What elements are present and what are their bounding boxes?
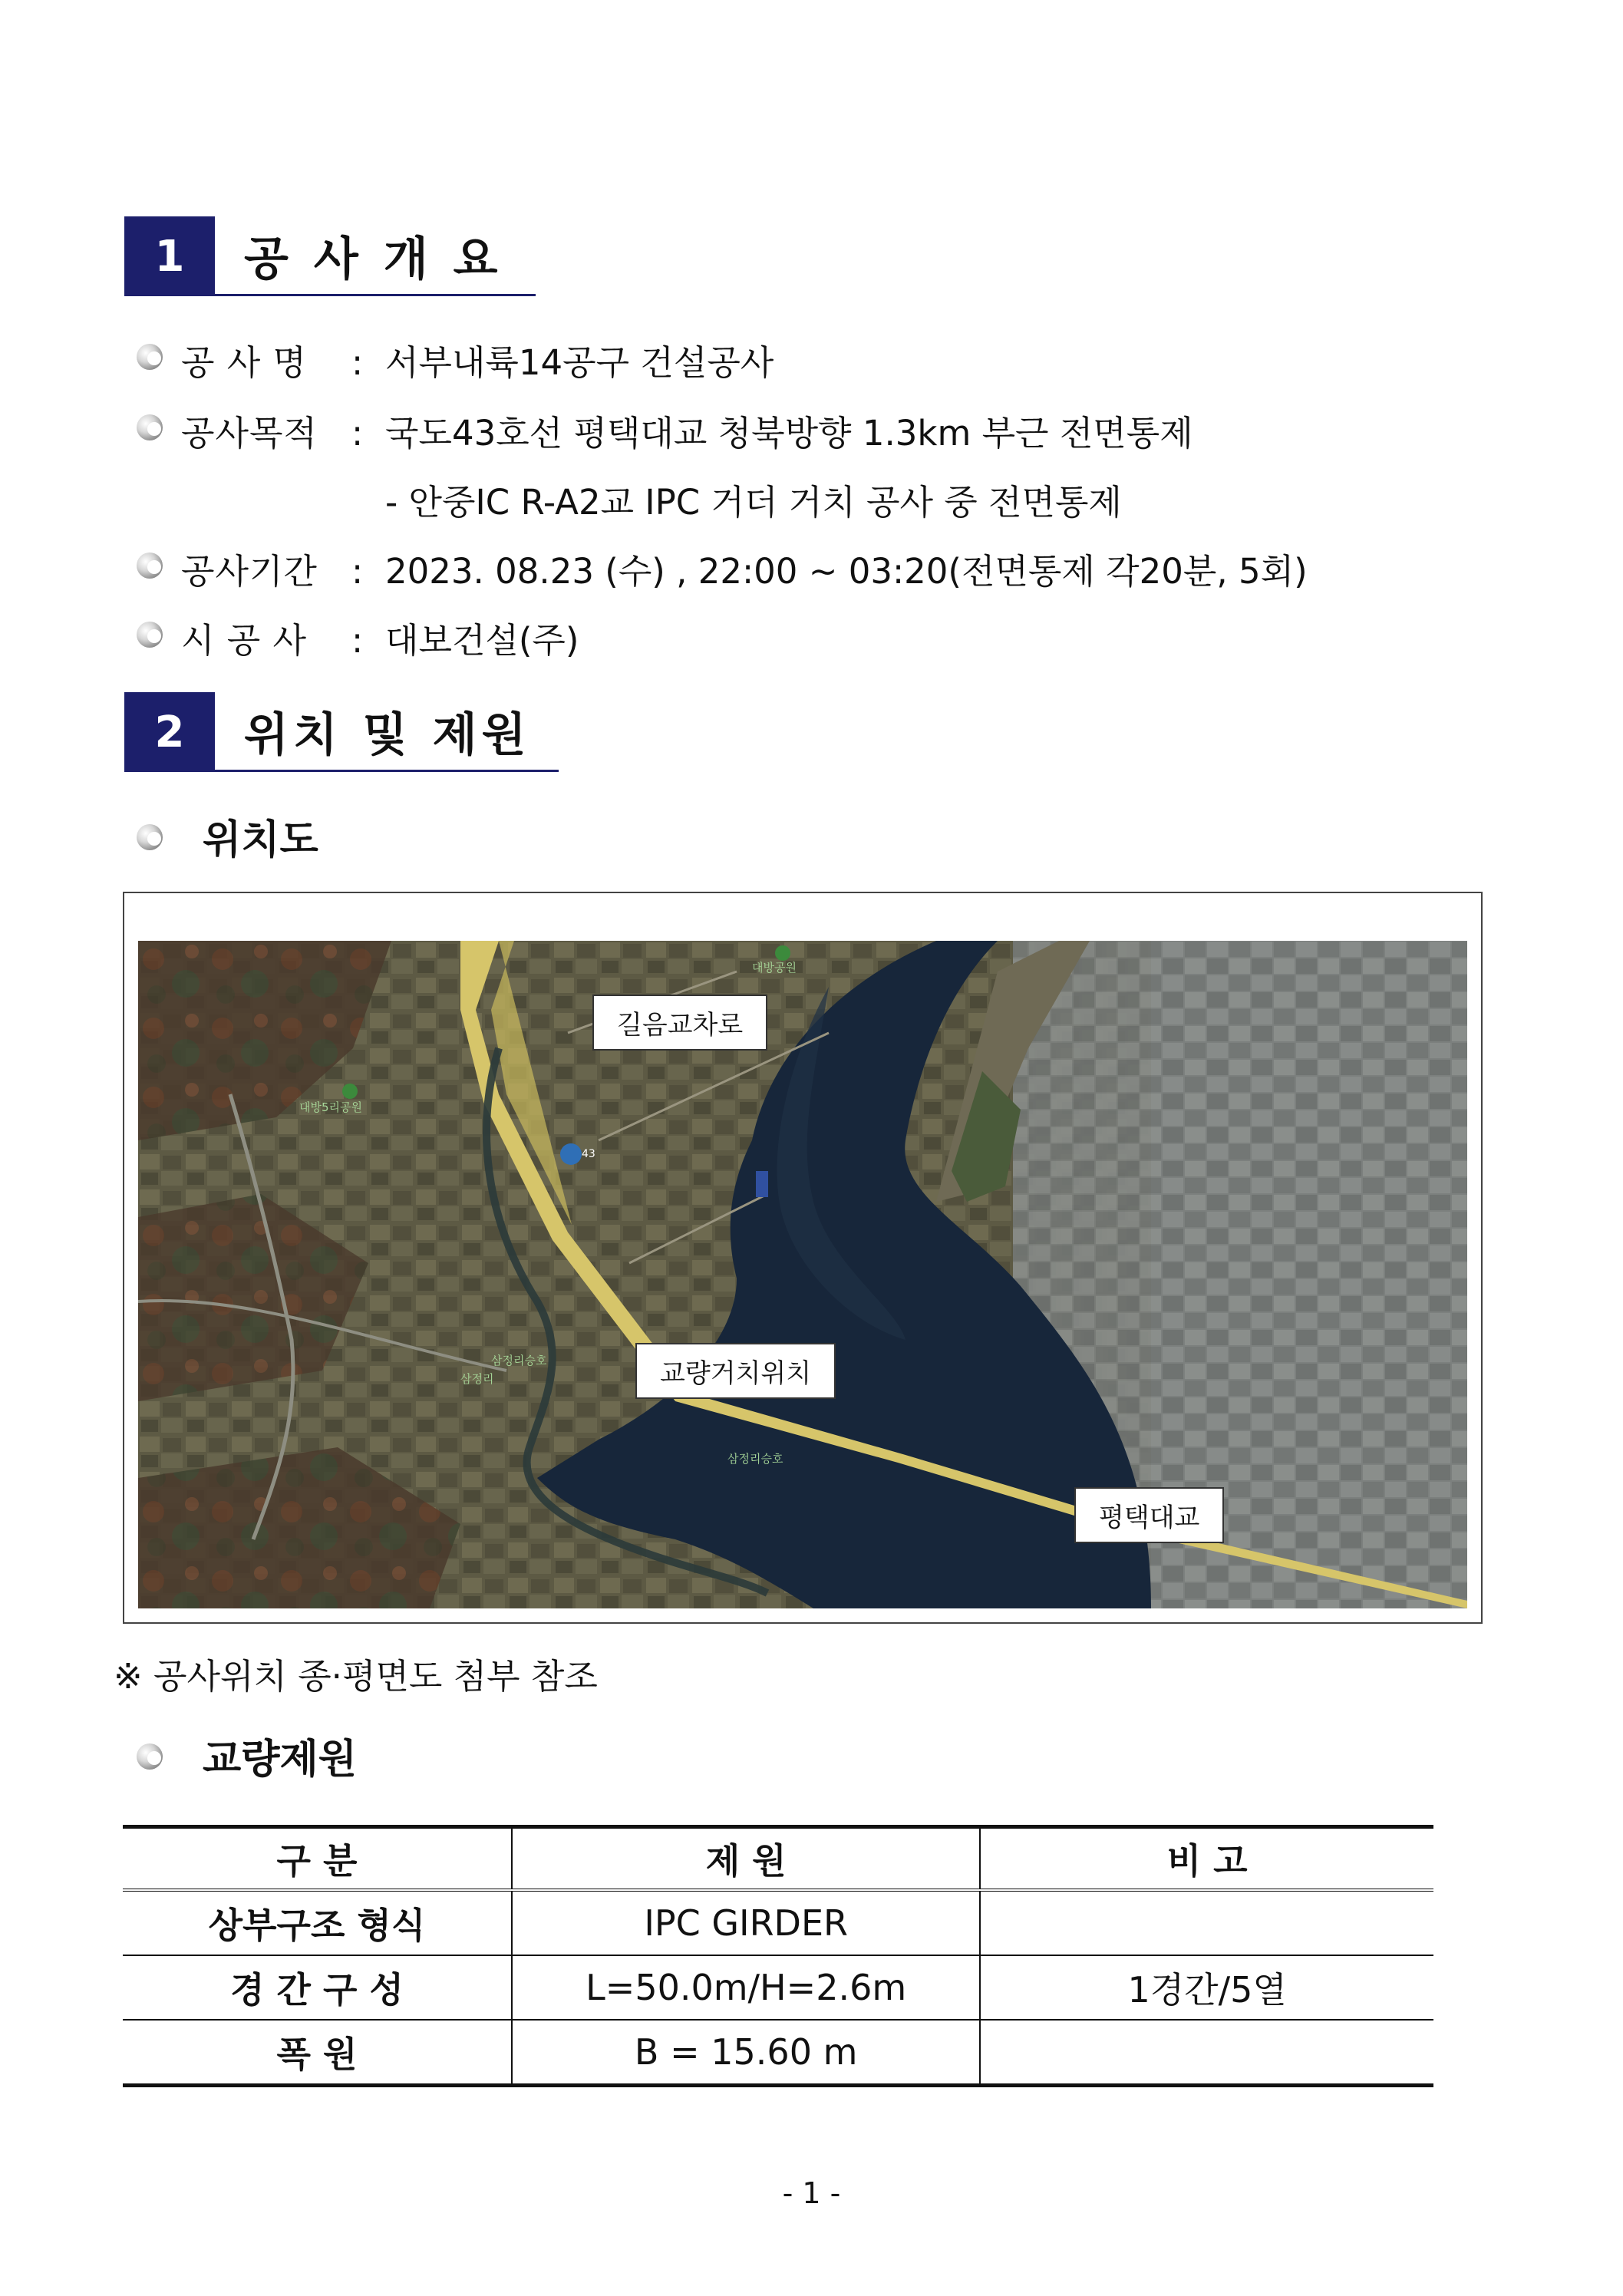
map-small-label: 삼정리승호 bbox=[727, 1452, 783, 1466]
table-cell: 상부구조 형식 bbox=[123, 1890, 512, 1955]
bullet-icon bbox=[137, 414, 163, 440]
bridge-spec-heading: 교량제원 bbox=[203, 1737, 357, 1783]
overview-row-contractor: 시 공 사 : 대보건설(주) bbox=[181, 612, 579, 662]
table-cell: L=50.0m/H=2.6m bbox=[512, 1955, 980, 2020]
row-label: 공사목적 bbox=[181, 413, 318, 454]
bullet-icon bbox=[137, 344, 163, 370]
table-header: 구 분 bbox=[123, 1827, 512, 1891]
row-value: 2023. 08.23 (수) , 22:00 ~ 03:20(전면통제 각20분, 5회) bbox=[385, 551, 1308, 592]
table-cell: 1경간/5열 bbox=[980, 1955, 1433, 2020]
overview-row-name: 공 사 명 : 서부내륙14공구 건설공사 bbox=[181, 335, 774, 384]
location-map bbox=[138, 941, 1467, 1608]
map-label-bridge: 평택대교 bbox=[1074, 1487, 1224, 1543]
bullet-icon bbox=[137, 1743, 163, 1770]
row-value: 국도43호선 평택대교 청북방향 1.3km 부근 전면통제 bbox=[385, 413, 1193, 454]
map-label-intersection: 길음교차로 bbox=[592, 995, 767, 1051]
table-header-row bbox=[123, 1827, 1433, 1891]
section-title: 공 사 개 요 bbox=[215, 216, 536, 296]
section-1-header bbox=[124, 216, 536, 296]
row-label: 시 공 사 bbox=[181, 620, 308, 661]
overview-purpose-detail: - 안중IC R-A2교 IPC 거더 거치 공사 중 전면통제 bbox=[385, 482, 1122, 523]
bullet-icon bbox=[137, 553, 163, 579]
map-small-label: 대방공원 bbox=[752, 961, 797, 975]
bullet-icon bbox=[137, 622, 163, 648]
table-cell: IPC GIRDER bbox=[512, 1890, 980, 1955]
map-small-label: 삼정리 bbox=[460, 1372, 494, 1386]
satellite-map-image bbox=[138, 941, 1467, 1608]
bridge-spec-table bbox=[123, 1825, 1433, 2087]
overview-row-purpose: 공사목적 : 국도43호선 평택대교 청북방향 1.3km 부근 전면통제 bbox=[181, 405, 1193, 455]
row-label: 공사기간 bbox=[181, 551, 318, 592]
table-cell: 경 간 구 성 bbox=[123, 1955, 512, 2020]
route-number: 43 bbox=[582, 1148, 595, 1160]
table-header: 비 고 bbox=[980, 1827, 1433, 1891]
location-map-frame bbox=[123, 892, 1483, 1624]
table-row bbox=[123, 2020, 1433, 2086]
page-number: - 1 - bbox=[782, 2176, 841, 2210]
table-cell bbox=[980, 2020, 1433, 2086]
section-2-header bbox=[124, 692, 559, 772]
location-heading: 위치도 bbox=[203, 817, 318, 863]
section-number: 2 bbox=[124, 692, 215, 772]
map-small-label: 대방5리공원 bbox=[299, 1100, 362, 1114]
table-cell: B = 15.60 m bbox=[512, 2020, 980, 2086]
row-value: 대보건설(주) bbox=[385, 620, 579, 661]
table-row bbox=[123, 1890, 1433, 1955]
section-title: 위치 및 제원 bbox=[215, 692, 559, 772]
bullet-icon bbox=[137, 824, 163, 850]
row-label: 공 사 명 bbox=[181, 342, 308, 383]
reference-note: ※ 공사위치 종·평면도 첨부 참조 bbox=[114, 1656, 598, 1697]
map-label-bridge-site: 교량거치위치 bbox=[635, 1343, 836, 1399]
row-value: 서부내륙14공구 건설공사 bbox=[385, 342, 774, 383]
map-small-label: 삼정리승호 bbox=[491, 1354, 547, 1367]
table-header: 제 원 bbox=[512, 1827, 980, 1891]
table-cell: 폭 원 bbox=[123, 2020, 512, 2086]
table-cell bbox=[980, 1890, 1433, 1955]
section-number: 1 bbox=[124, 216, 215, 296]
overview-row-period: 공사기간 : 2023. 08.23 (수) , 22:00 ~ 03:20(전면통제 각20분, 5회) bbox=[181, 543, 1308, 593]
table-row bbox=[123, 1955, 1433, 2020]
